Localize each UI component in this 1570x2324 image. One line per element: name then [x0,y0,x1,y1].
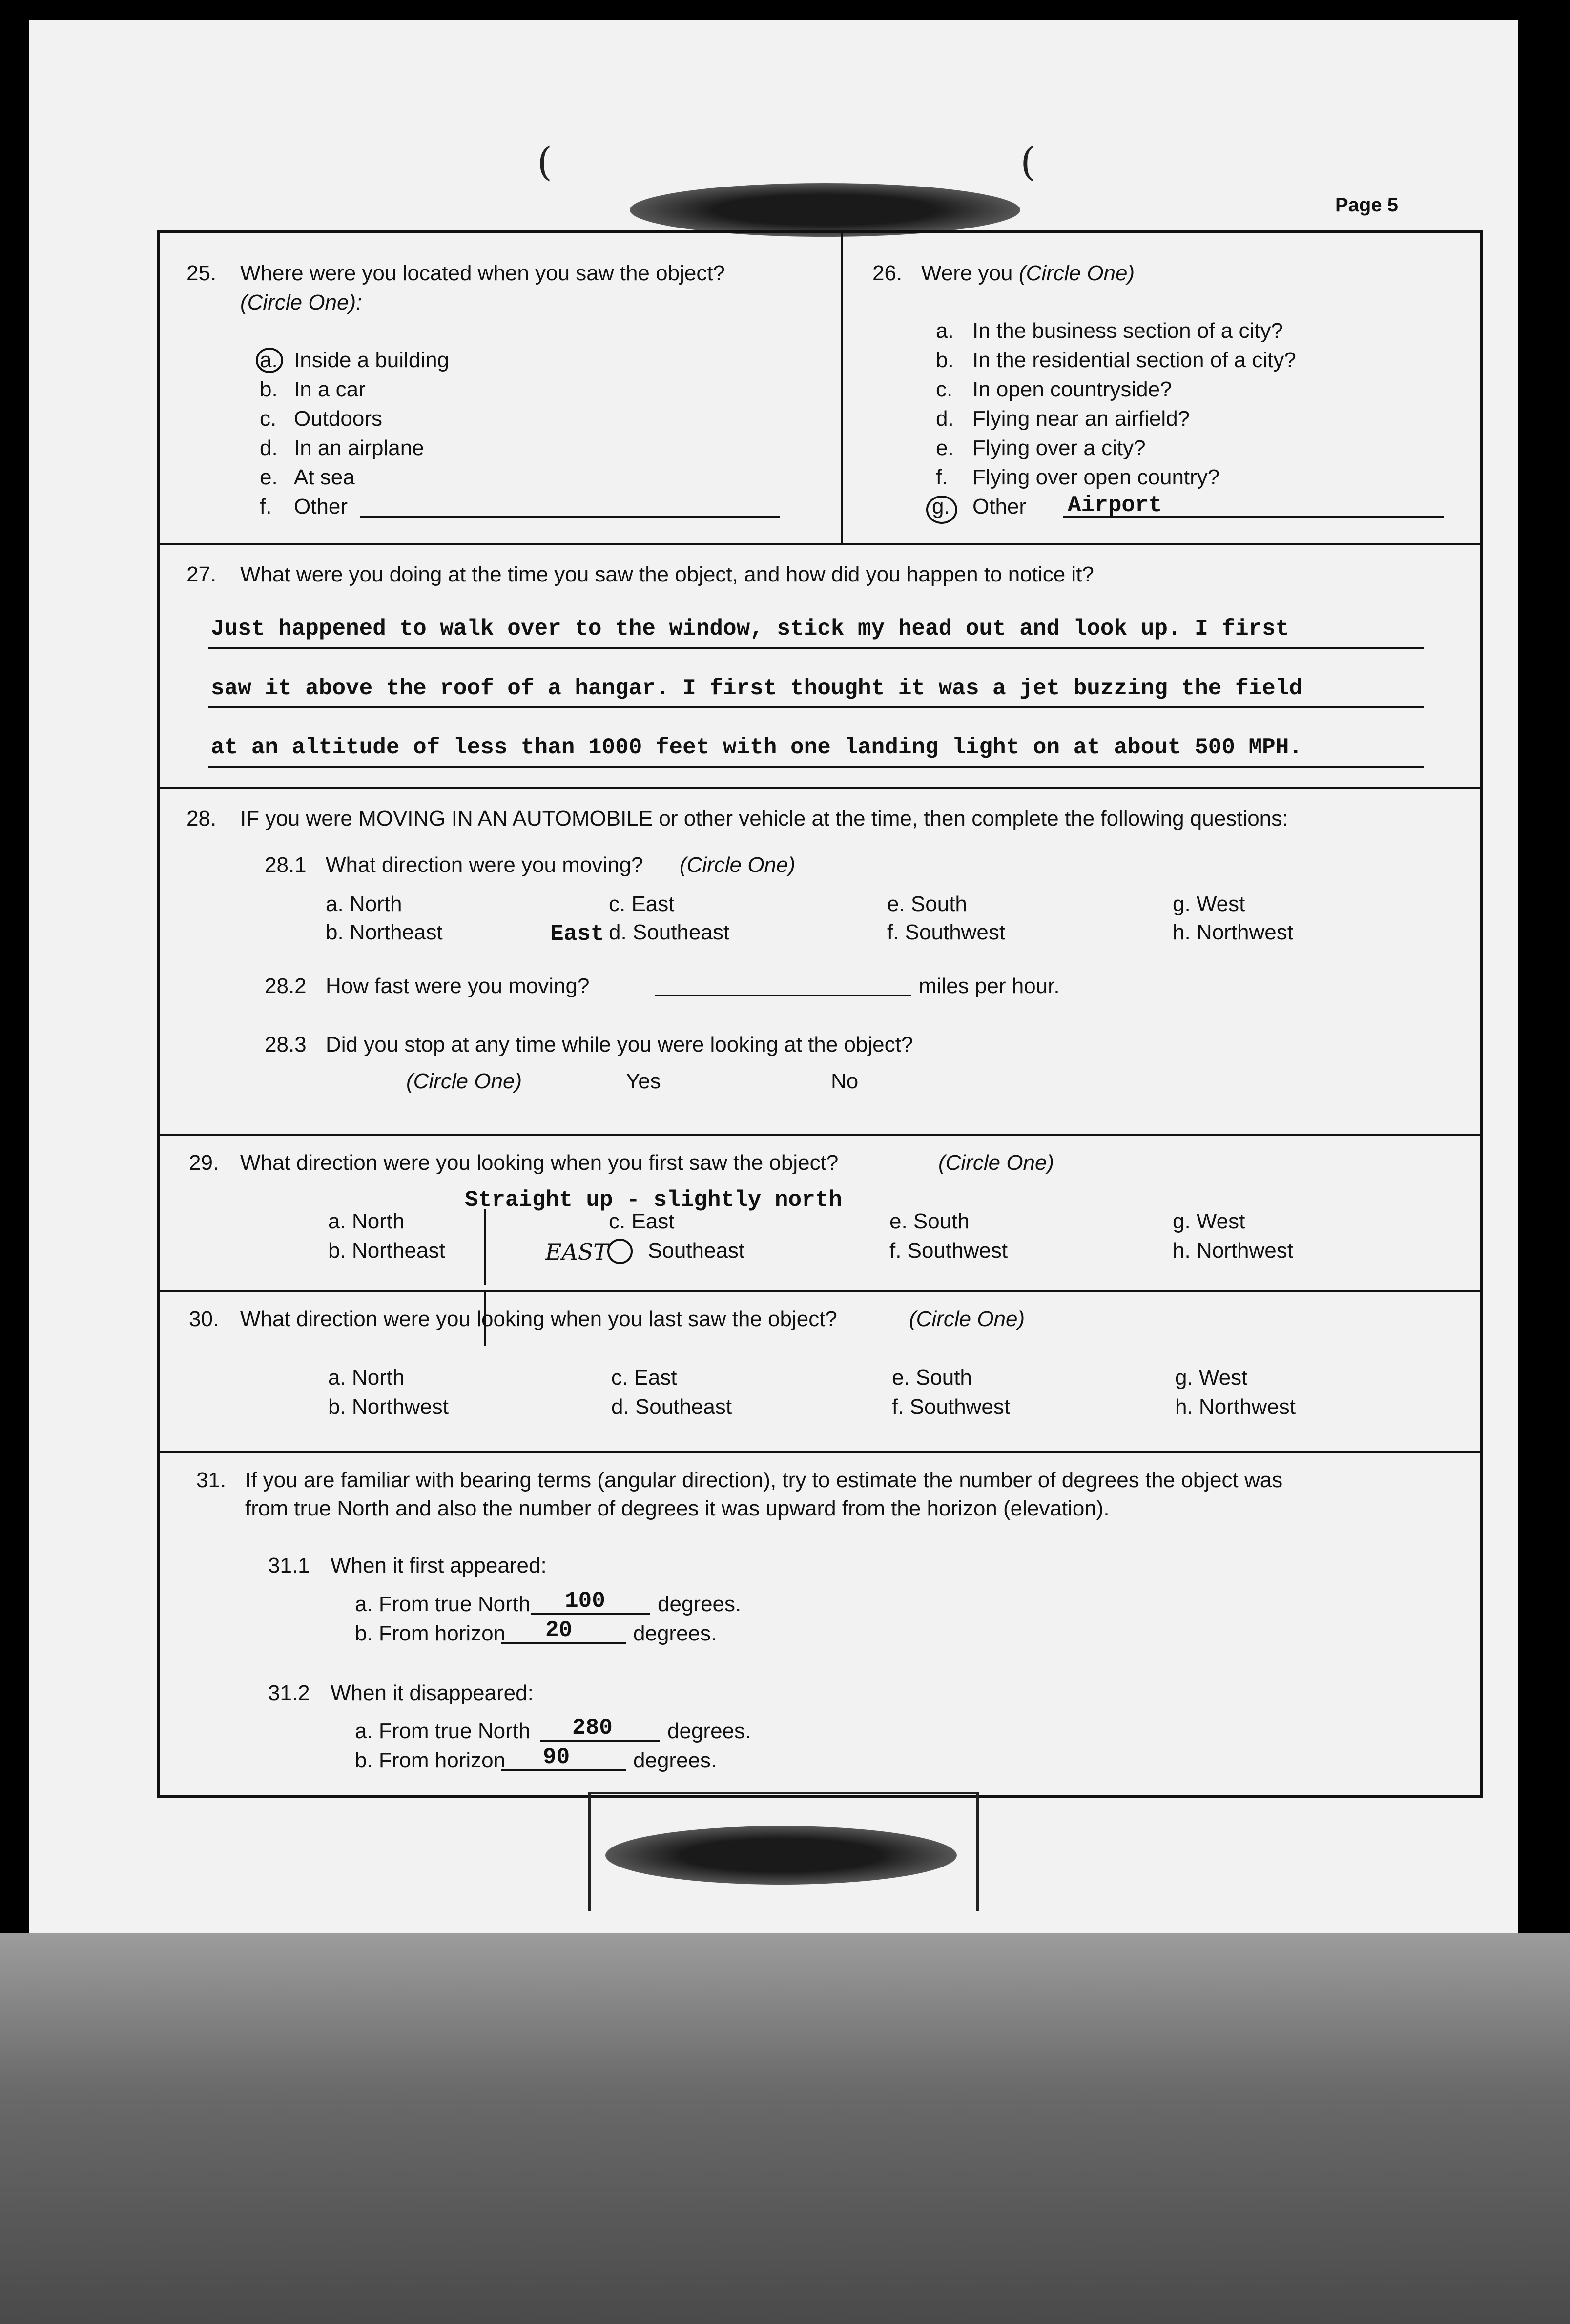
speed-field[interactable] [655,995,911,996]
q28-question: IF you were MOVING IN AN AUTOMOBILE or other vehicle at the time, then complete the following questions: [240,807,1288,830]
q31-1-label: When it first appeared: [331,1554,547,1577]
q29-number: 29. [189,1151,219,1175]
punch-mark: ( [537,139,553,185]
direction-option[interactable]: h. Northwest [1175,1395,1296,1419]
q31-question-line: from true North and also the number of degrees it was upward from the horizon (elevation). [245,1496,1110,1520]
section-29 [160,1136,1480,1292]
q26-other-field[interactable] [1063,516,1444,518]
degree-unit: degrees. [658,1592,742,1616]
q25-option[interactable]: Outdoors [294,407,382,431]
q25-option-letter: c. [260,407,277,431]
q26-option[interactable]: In the residential section of a city? [972,348,1296,372]
report-form [157,230,1483,1798]
direction-option[interactable]: a. North [328,1209,405,1233]
q26-other-answer: Airport [1068,493,1162,518]
q26-option[interactable]: Flying over a city? [972,436,1146,460]
q28-2-unit: miles per hour. [919,974,1060,998]
q31-1-north-value: 100 [565,1588,605,1614]
degree-unit: degrees. [633,1748,717,1772]
q25-option[interactable]: Inside a building [294,348,450,372]
q26-option[interactable]: In open countryside? [972,377,1172,401]
page-number: Page 5 [1335,194,1398,216]
q28-3-yes[interactable]: Yes [626,1069,661,1093]
q28-1-number: 28.1 [265,853,307,877]
q25-other-field[interactable] [360,516,780,518]
direction-option[interactable]: d. Southeast [609,920,730,944]
q26-option-letter: a. [936,319,954,343]
q28-1-question: What direction were you moving? [326,853,643,877]
q28-3-instruction: (Circle One) [406,1069,522,1093]
direction-option[interactable]: g. West [1173,1209,1245,1233]
q26-option-letter: g. [932,495,950,519]
direction-option[interactable]: f. Southwest [887,920,1006,944]
direction-option[interactable]: f. Southwest [892,1395,1011,1419]
q25-option-letter: f. [260,495,272,519]
q27-answer-line: at an altitude of less than 1000 feet with one landing light on at about 500 MPH. [211,735,1302,760]
q26-option[interactable]: Flying near an airfield? [972,407,1190,431]
punch-mark: ( [1020,139,1036,185]
q27-answer-line: saw it above the roof of a hangar. I first thought it was a jet buzzing the field [211,676,1302,701]
q25-number: 25. [186,261,217,285]
direction-option[interactable]: Southeast [648,1239,745,1263]
q29-instruction: (Circle One) [938,1151,1054,1175]
section-28 [160,789,1480,1136]
q28-2-question: How fast were you moving? [326,974,590,998]
direction-option[interactable]: h. Northwest [1173,1239,1293,1263]
direction-option[interactable]: e. South [892,1366,972,1390]
q31-number: 31. [196,1468,227,1492]
direction-option[interactable]: g. West [1175,1366,1248,1390]
q31-2-label: When it disappeared: [331,1681,534,1705]
q28-1-instruction: (Circle One) [680,853,796,877]
q31-1-north-label: a. From true North [355,1592,531,1616]
direction-option[interactable]: b. Northeast [328,1239,445,1263]
q25-option-letter: b. [260,377,278,401]
direction-option[interactable]: e. South [889,1209,970,1233]
column-divider [841,233,843,543]
q28-3-number: 28.3 [265,1033,307,1057]
direction-option[interactable]: a. North [326,892,402,916]
answer-rule [208,706,1424,708]
q25-option-letter: d. [260,436,278,460]
q31-2-number: 31.2 [268,1681,310,1705]
annotation-arrow [484,1292,486,1346]
q28-3-question: Did you stop at any time while you were looking at the object? [326,1033,913,1057]
direction-option[interactable]: b. Northwest [328,1395,449,1419]
q26-instruction: (Circle One) [1019,261,1135,285]
q25-question: Where were you located when you saw the object? [240,261,725,285]
q29-question: What direction were you looking when you first saw the object? [240,1151,839,1175]
section-27 [160,545,1480,789]
q31-question-line: If you are familiar with bearing terms (angular direction), try to estimate the number of degrees the object was [245,1468,1283,1492]
q26-option-letter: f. [936,465,948,489]
redaction-mark [605,1826,957,1885]
direction-option[interactable]: g. West [1173,892,1245,916]
q31-2-north-label: a. From true North [355,1719,531,1743]
answer-circle [607,1239,633,1264]
q28-number: 28. [186,807,217,830]
q25-option[interactable]: Other [294,495,348,519]
direction-option[interactable]: c. East [609,1209,675,1233]
degree-field[interactable] [540,1740,660,1742]
q25-option[interactable]: In an airplane [294,436,424,460]
q31-1-horizon-value: 20 [545,1618,573,1643]
q26-option-letter: e. [936,436,954,460]
q31-2-horizon-label: b. From horizon [355,1748,506,1772]
q25-option[interactable]: At sea [294,465,355,489]
redaction-mark [630,183,1020,237]
direction-option[interactable]: c. East [611,1366,677,1390]
q26-question: Were you [921,261,1013,285]
direction-option[interactable]: c. East [609,892,675,916]
degree-unit: degrees. [633,1621,717,1645]
scan-background [0,1933,1570,2324]
q28-3-no[interactable]: No [831,1069,859,1093]
q28-annotation: East [550,921,604,947]
degree-unit: degrees. [667,1719,751,1743]
q25-option-letter: e. [260,465,278,489]
q30-question: What direction were you looking when you last saw the object? [240,1307,837,1331]
q29-hand-note: EAST [545,1239,608,1265]
section-30 [160,1292,1480,1453]
q25-option-letter: a. [260,348,278,372]
q27-answer-line: Just happened to walk over to the window, stick my head out and look up. I first [211,616,1289,642]
direction-option[interactable]: e. South [887,892,967,916]
q26-option-letter: b. [936,348,954,372]
q31-2-horizon-value: 90 [543,1744,570,1770]
answer-rule [208,647,1424,649]
degree-field[interactable] [501,1769,626,1771]
q30-instruction: (Circle One) [909,1307,1025,1331]
q26-number: 26. [872,261,903,285]
q27-question: What were you doing at the time you saw the object, and how did you happen to notice it? [240,562,1094,586]
q26-option[interactable]: Other [972,495,1027,519]
q27-number: 27. [186,562,217,586]
q29-typed-note: Straight up - slightly north [465,1187,842,1213]
section-31 [160,1453,1480,1798]
q26-option[interactable]: Flying over open country? [972,465,1220,489]
direction-option[interactable]: f. Southwest [889,1239,1008,1263]
q28-2-number: 28.2 [265,974,307,998]
answer-rule [208,766,1424,768]
degree-field[interactable] [501,1642,626,1644]
q31-1-horizon-label: b. From horizon [355,1621,506,1645]
direction-option[interactable]: b. Northeast [326,920,443,944]
q26-option-letter: d. [936,407,954,431]
q30-number: 30. [189,1307,219,1331]
direction-option[interactable]: d. Southeast [611,1395,732,1419]
section-25-26 [160,233,1480,545]
q26-option[interactable]: In the business section of a city? [972,319,1283,343]
q26-option-letter: c. [936,377,953,401]
q25-instruction: (Circle One): [240,290,362,314]
direction-option[interactable]: h. Northwest [1173,920,1293,944]
direction-option[interactable]: a. North [328,1366,405,1390]
q31-1-number: 31.1 [268,1554,310,1577]
degree-field[interactable] [531,1613,650,1615]
q31-2-north-value: 280 [572,1715,613,1741]
q25-option[interactable]: In a car [294,377,366,401]
annotation-arrow [484,1209,486,1285]
